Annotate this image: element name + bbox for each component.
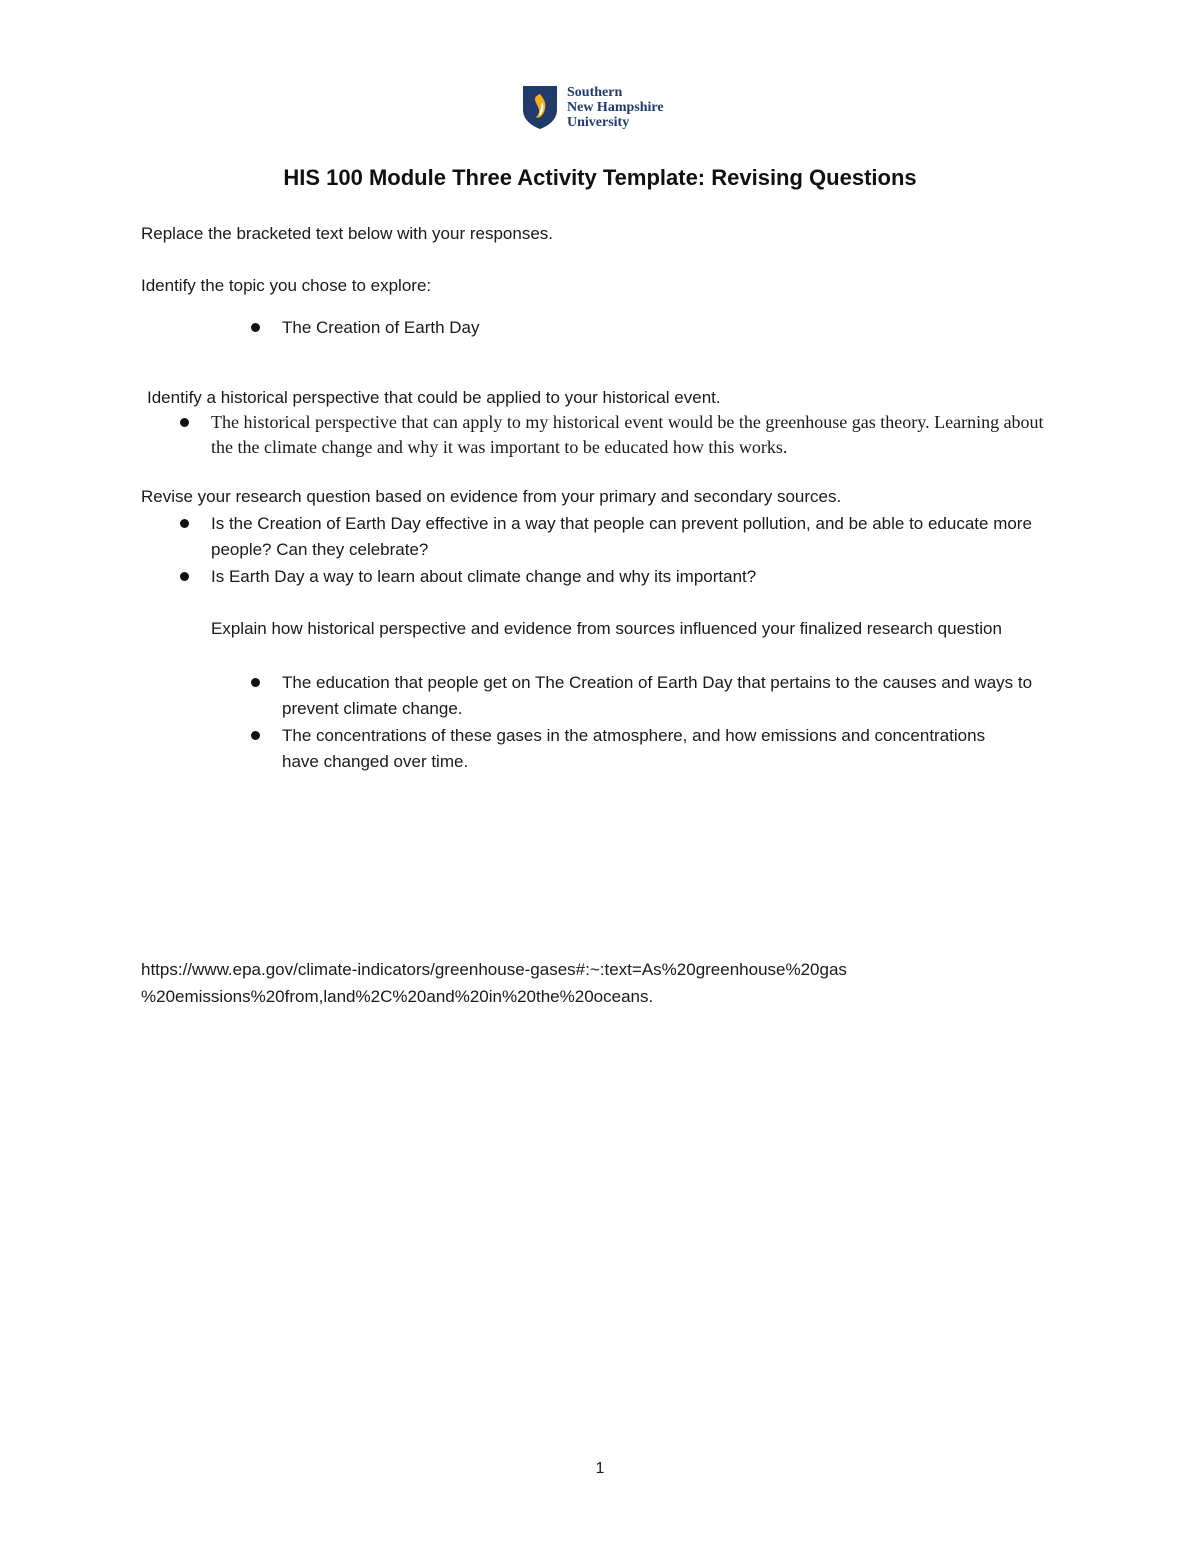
revised-question-1: Is the Creation of Earth Day effective in a way that people can prevent pollution, and be able to educate more people? Can they celebrate?: [211, 514, 1032, 559]
bullet-icon: [180, 418, 189, 427]
logo-line-1: Southern: [567, 84, 623, 100]
logo-line-3: University: [567, 114, 630, 130]
page-number: 1: [595, 1460, 605, 1477]
snhu-flame-shield-icon: [521, 84, 559, 130]
bullet-icon: [180, 572, 189, 581]
logo-line-2: New Hampshire: [567, 99, 664, 115]
explain-answer-1: The education that people get on The Creation of Earth Day that pertains to the causes and ways to prevent climate change.: [282, 673, 1033, 718]
source-url-line-1[interactable]: https://www.epa.gov/climate-indicators/greenhouse-gases#:~:text=As%20greenhouse%20gas: [141, 960, 847, 979]
topic-prompt: Identify the topic you chose to explore:: [141, 276, 432, 295]
bullet-icon: [251, 323, 260, 332]
explain-answer-2: The concentrations of these gases in the atmosphere, and how emissions and concentrations have changed over time.: [282, 726, 986, 771]
revised-question-2: Is Earth Day a way to learn about climate change and why its important?: [211, 567, 757, 586]
instructions-text: Replace the bracketed text below with your responses.: [141, 224, 554, 243]
bullet-icon: [251, 731, 260, 740]
perspective-prompt: Identify a historical perspective that could be applied to your historical event.: [147, 388, 721, 407]
explain-prompt: Explain how historical perspective and evidence from sources influenced your finalized research question: [211, 619, 1002, 638]
bullet-icon: [180, 519, 189, 528]
university-logo: [521, 84, 664, 130]
topic-answer: The Creation of Earth Day: [282, 318, 480, 337]
perspective-answer: The historical perspective that can apply to my historical event would be the greenhouse gas theory. Learning about the the climate change and why it was important to be educated how this works.: [211, 412, 1044, 457]
source-url-line-2[interactable]: %20emissions%20from,land%2C%20and%20in%20the%20oceans.: [141, 987, 654, 1006]
bullet-icon: [251, 678, 260, 687]
document-title: HIS 100 Module Three Activity Template: Revising Questions: [283, 165, 917, 190]
revise-prompt: Revise your research question based on evidence from your primary and secondary sources.: [141, 487, 842, 506]
